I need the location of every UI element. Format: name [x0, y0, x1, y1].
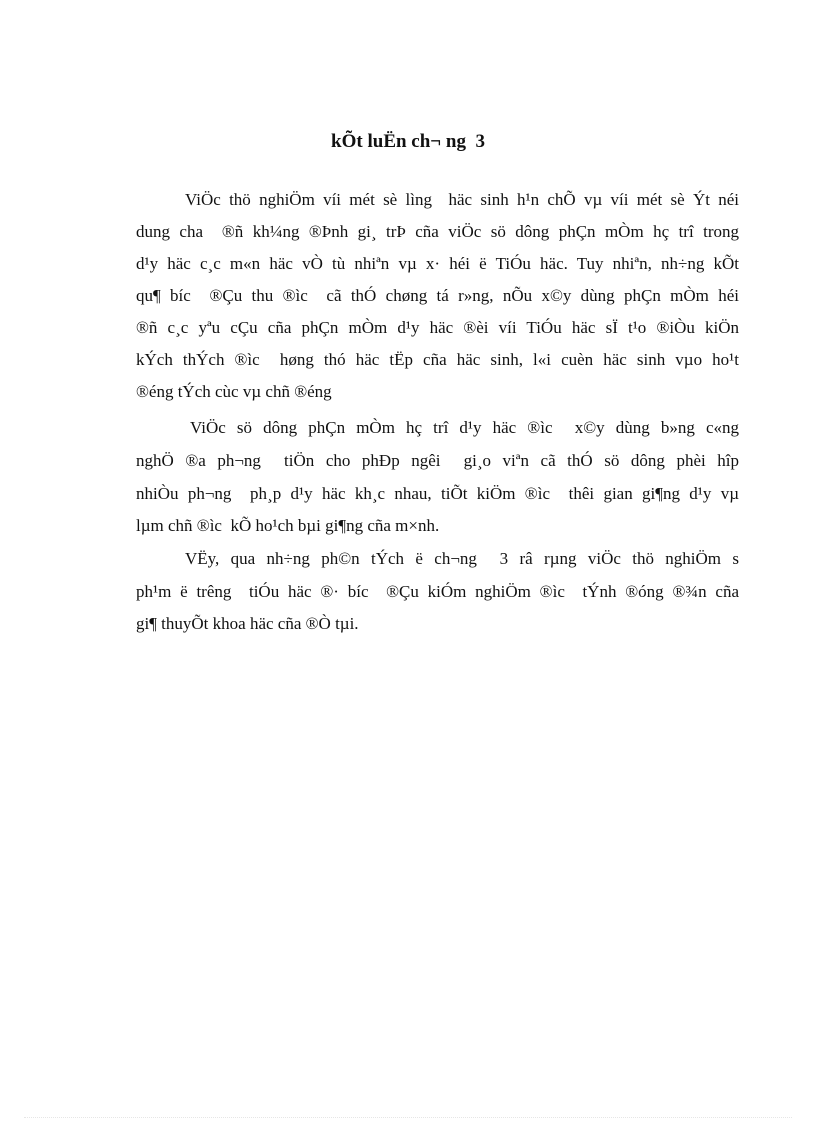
paragraph-1-line-7: ®éng tÝch cùc vµ chñ ®éng	[136, 382, 332, 401]
paragraph-1-line-2: dung cha ®ñ kh¼ng ®Þnh gi¸ trÞ cña viÖc sö dông phÇn mÒm hç trî trong	[136, 222, 739, 241]
paragraph-3-line-3: gi¶ thuyÕt khoa häc cña ®Ò tµi.	[136, 614, 359, 633]
paragraph-2-line-2: nghÖ ®a ph¬ng tiÖn cho phÐp ngêi gi¸o viªn cã thÓ sö dông phèi hîp	[136, 451, 739, 470]
paragraph-1-line-6: kÝch thÝch ®ìc høng thó häc tËp cña häc sinh, l«i cuèn häc sinh vµo ho¹t	[136, 350, 739, 369]
paragraph-1-line-4: qu¶ bíc ®Çu thu ®ìc cã thÓ chøng tá r»ng, nÕu x©y dùng phÇn mÒm héi	[136, 286, 739, 305]
paragraph-3-line-1: VËy, qua nh÷ng ph©n tÝch ë ch¬ng 3 râ rµng viÖc thö nghiÖm s	[185, 549, 739, 568]
paragraph-1-line-5: ®ñ c¸c yªu cÇu cña phÇn mÒm d¹y häc ®èi víi TiÓu häc sÏ t¹o ®iÒu kiÖn	[136, 318, 739, 337]
paragraph-1-line-1: ViÖc thö nghiÖm víi mét sè lìng häc sinh h¹n chÕ vµ víi mét sè Ýt néi	[185, 190, 739, 209]
paragraph-2-line-3: nhiÒu ph¬ng ph¸p d¹y häc kh¸c nhau, tiÕt kiÖm ®ìc thêi gian gi¶ng d¹y vµ	[136, 484, 739, 503]
paragraph-2-line-4: lµm chñ ®ìc kÕ ho¹ch bµi gi¶ng cña m×nh.	[136, 516, 440, 535]
paragraph-2-line-1: ViÖc sö dông phÇn mÒm hç trî d¹y häc ®ìc x©y dùng b»ng c«ng	[190, 418, 739, 437]
page-title: kÕt luËn ch¬ ng 3	[331, 131, 485, 152]
paragraph-3-line-2: ph¹m ë trêng tiÓu häc ®· bíc ®Çu kiÓm nghiÖm ®ìc tÝnh ®óng ®¾n cña	[136, 582, 739, 601]
paragraph-1-line-3: d¹y häc c¸c m«n häc vÒ tù nhiªn vµ x· héi ë TiÓu häc. Tuy nhiªn, nh÷ng kÕt	[136, 254, 739, 273]
page-bottom-rule	[24, 1117, 792, 1118]
